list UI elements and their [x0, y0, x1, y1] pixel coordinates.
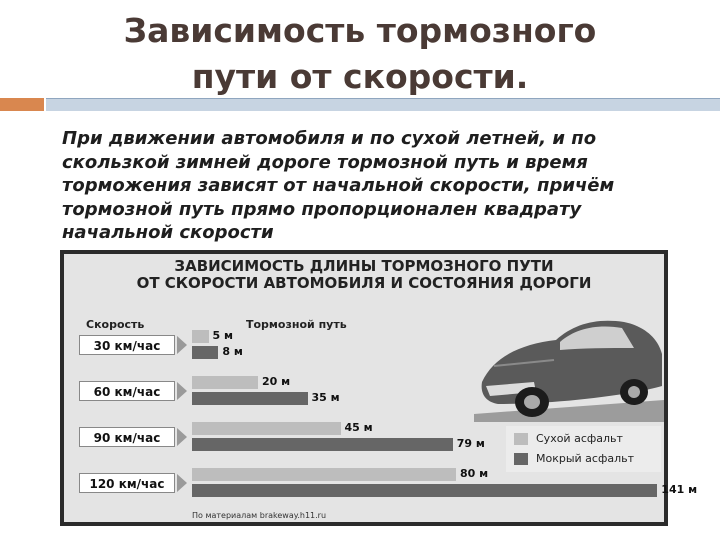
speed-header: Скорость — [86, 318, 145, 331]
bar-dry-asphalt — [192, 422, 341, 435]
legend-swatch-dry — [514, 433, 528, 445]
bar-label-dry: 20 м — [262, 375, 291, 388]
bar-label-wet: 79 м — [456, 437, 485, 450]
bar-wet-asphalt — [192, 346, 218, 359]
chart-source: По материалам brakeway.h11.ru — [192, 511, 327, 520]
speed-label: 120 км/час — [79, 473, 175, 493]
distance-header: Тормозной путь — [246, 318, 347, 331]
chart-title-line-2: ОТ СКОРОСТИ АВТОМОБИЛЯ И СОСТОЯНИЯ ДОРОГИ — [136, 274, 592, 292]
bar-dry-asphalt — [192, 468, 456, 481]
chart-title — [64, 258, 664, 292]
bar-dry-asphalt — [192, 376, 258, 389]
chart-title-line-1: ЗАВИСИМОСТЬ ДЛИНЫ ТОРМОЗНОГО ПУТИ — [174, 257, 554, 275]
chart-panel — [64, 254, 698, 522]
legend-label-dry: Сухой асфальт — [536, 432, 623, 445]
arrow-icon — [177, 428, 187, 446]
braking-chart-figure — [60, 250, 698, 526]
slide-title — [0, 8, 720, 100]
slide-title-line-1: Зависимость тормозного — [123, 11, 597, 50]
arrow-icon — [177, 474, 187, 492]
bar-label-wet: 141 м — [661, 483, 698, 496]
speed-label: 90 км/час — [79, 427, 175, 447]
car-image — [474, 304, 664, 422]
accent-bar — [0, 98, 44, 111]
speed-label: 60 км/час — [79, 381, 175, 401]
arrow-icon — [177, 336, 187, 354]
bar-wet-asphalt — [192, 438, 453, 451]
bar-wet-asphalt — [192, 484, 657, 497]
speed-label: 30 км/час — [79, 335, 175, 355]
divider-band — [46, 98, 720, 111]
bar-label-dry: 45 м — [344, 421, 373, 434]
slide-title-line-2: пути от скорости. — [191, 57, 529, 96]
arrow-icon — [177, 382, 187, 400]
body-text: При движении автомобиля и по сухой летней, и по скользкой зимней дороге тормозной путь и время торможения зависят от начальной скорости, причём тормозной путь прямо пропорционален квадрату начальной скорости — [62, 128, 615, 243]
bar-label-dry: 5 м — [212, 329, 233, 342]
bar-label-wet: 8 м — [222, 345, 243, 358]
legend-label-wet: Мокрый асфальт — [536, 452, 635, 465]
legend — [506, 426, 661, 472]
bar-dry-asphalt — [192, 330, 209, 343]
bar-label-wet: 35 м — [311, 391, 340, 404]
legend-swatch-wet — [514, 453, 528, 465]
bar-label-dry: 80 м — [460, 467, 489, 480]
bar-wet-asphalt — [192, 392, 308, 405]
